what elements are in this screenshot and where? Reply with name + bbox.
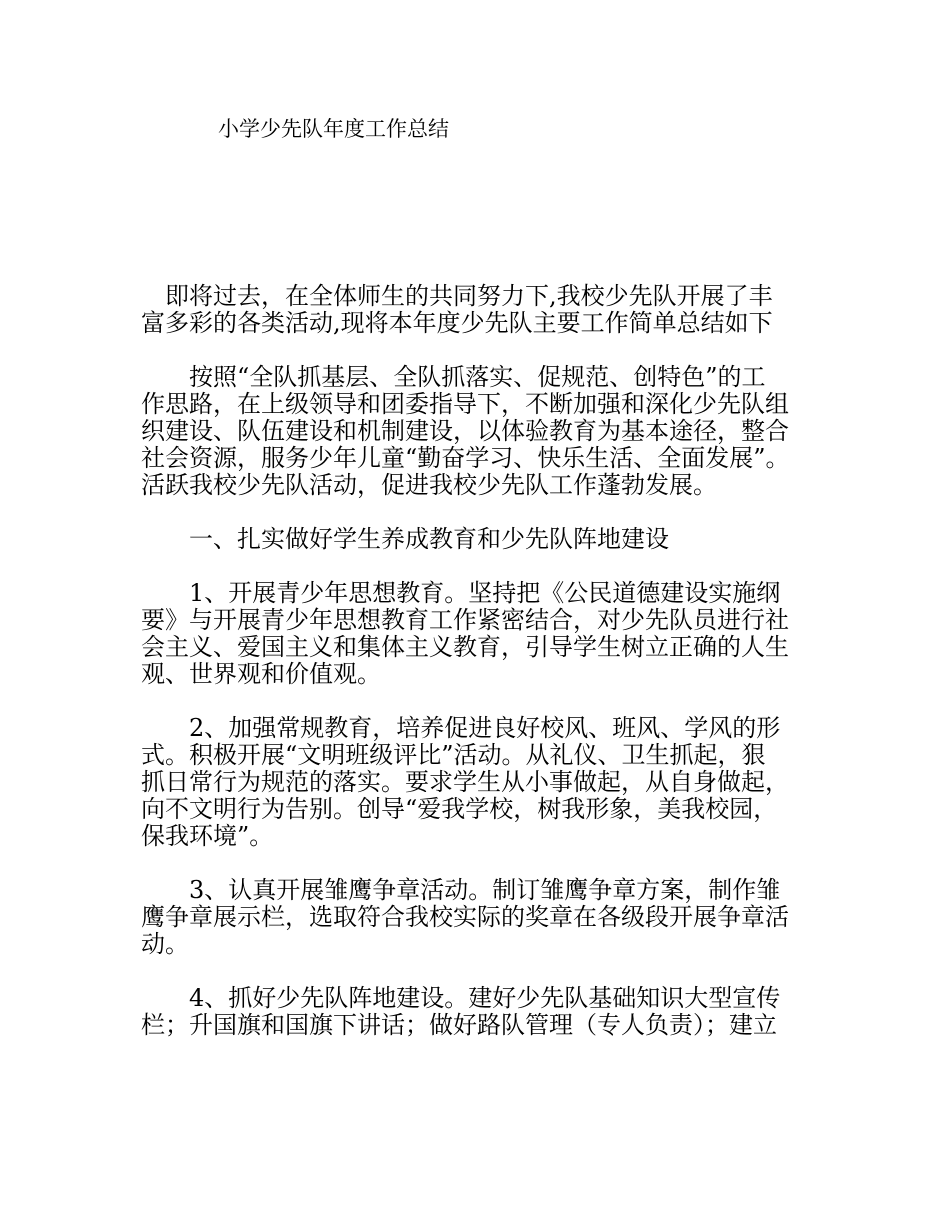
paragraph-work-approach [141, 364, 821, 499]
text-line: 按照“全队抓基层、全队抓落实、促规范、创特色”的工 [141, 363, 766, 391]
text-line: 栏；升国旗和国旗下讲话；做好路队管理（专人负责）；建立 [141, 1011, 777, 1039]
text-line: 4、抓好少先队阵地建设。建好少先队基础知识大型宣传 [141, 984, 781, 1012]
text-line: 作思路，在上级领导和团委指导下，不断加强和深化少先队组 [141, 390, 789, 418]
text-line: 富多彩的各类活动,现将本年度少先队主要工作简单总结如下 [141, 309, 773, 337]
text-line: 向不文明行为告别。创导“爱我学校，树我形象，美我校园， [141, 795, 778, 823]
text-line: 社会资源，服务少年儿童“勤奋学习、快乐生活、全面发展”。 [141, 444, 790, 472]
text-line: 观、世界观和价值观。 [141, 660, 381, 688]
text-line: 3、认真开展雏鹰争章活动。制订雏鹰争章方案，制作雏 [141, 876, 781, 904]
paragraph-item-4 [141, 985, 821, 1039]
text-line: 抓日常行为规范的落实。要求学生从小事做起，从自身做起， [141, 768, 789, 796]
text-line: 即将过去，在全体师生的共同努力下,我校少先队开展了丰 [141, 282, 773, 310]
text-line: 式。积极开展“文明班级评比”活动。从礼仪、卫生抓起，狠 [141, 741, 766, 769]
text-line: 保我环境”。 [141, 822, 274, 850]
text-line: 要》与开展青少年思想教育工作紧密结合，对少先队员进行社 [141, 606, 789, 634]
text-line: 一、扎实做好学生养成教育和少先队阵地建设 [141, 525, 669, 553]
paragraph-item-1 [141, 580, 821, 688]
paragraph-intro [141, 283, 821, 337]
document-body [141, 283, 821, 1066]
text-line: 活跃我校少先队活动，促进我校少先队工作蓬勃发展。 [141, 471, 717, 499]
section-heading-1 [141, 526, 821, 553]
text-line: 会主义、爱国主义和集体主义教育，引导学生树立正确的人生 [141, 633, 789, 661]
text-line: 鹰争章展示栏，选取符合我校实际的奖章在各级段开展争章活 [141, 903, 789, 931]
text-line: 织建设、队伍建设和机制建设，以体验教育为基本途径，整合 [141, 417, 789, 445]
paragraph-item-3 [141, 877, 821, 958]
paragraph-item-2 [141, 715, 821, 850]
text-line: 1、开展青少年思想教育。坚持把《公民道德建设实施纲 [141, 579, 781, 607]
document-title: 小学少先队年度工作总结 [218, 117, 449, 141]
text-line: 2、加强常规教育，培养促进良好校风、班风、学风的形 [141, 714, 781, 742]
text-line: 动。 [141, 930, 189, 958]
